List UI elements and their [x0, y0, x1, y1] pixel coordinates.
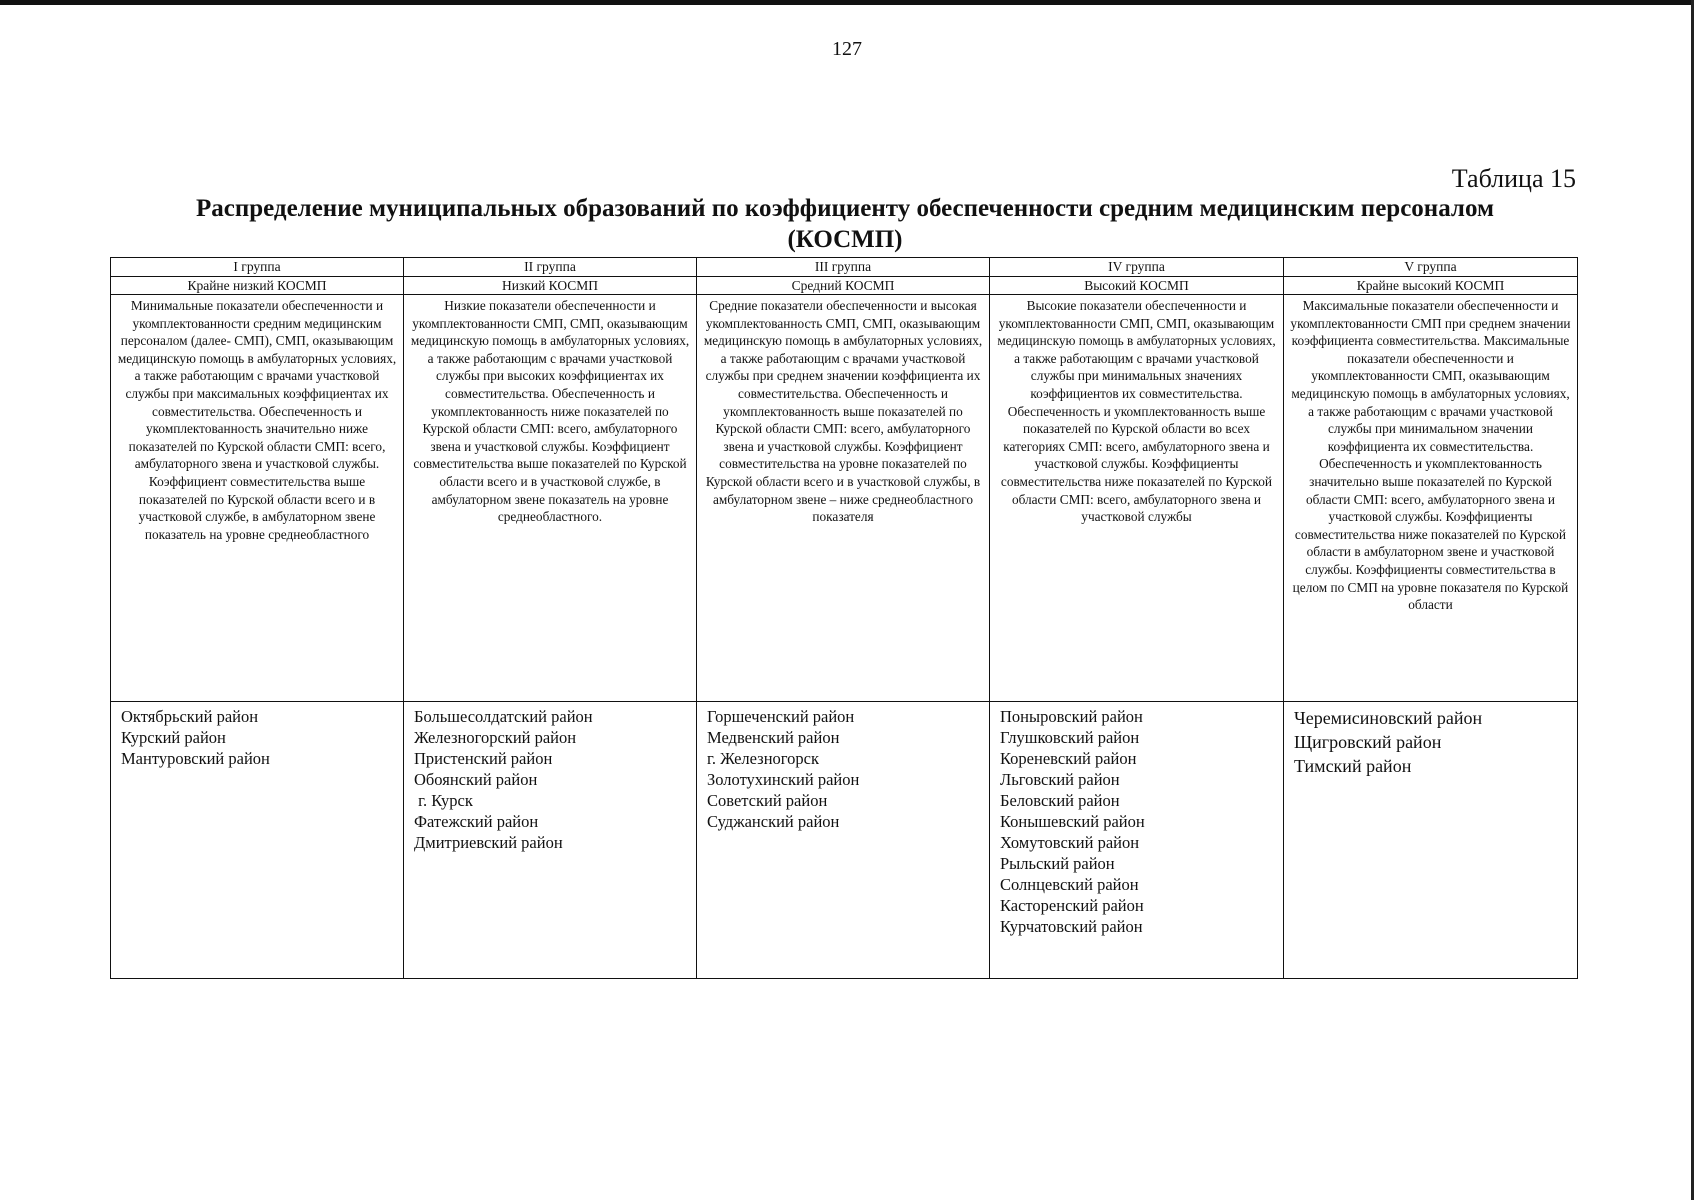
group-2-description: Низкие показатели обеспеченности и укомплектованности СМП, СМП, оказывающим медицинскую помощь в амбулаторных условиях, а также работающим с врачами участковой службы при высоких коэффициентах их совместительства. Обеспеченность и укомплектованность ниже показателей по Курской области СМП: всего, амбулаторного звена и участковой службы. Коэффициент совместительства выше показателей по Курской области всего и в участковой службе, в амбулаторном звене показатель на уровне среднеобластного. — [404, 295, 697, 702]
group-1-level: Крайне низкий КОСМП — [111, 277, 404, 295]
group-2-name: II группа — [404, 258, 697, 277]
group-4-districts — [990, 702, 1284, 979]
page-number: 127 — [832, 38, 862, 60]
district-item: Щигровский район — [1294, 732, 1442, 752]
district-item: Глушковский район — [1000, 728, 1140, 747]
district-item: Большесолдатский район — [414, 707, 593, 726]
district-item: Мантуровский район — [121, 749, 270, 768]
group-1-description: Минимальные показатели обеспеченности и укомплектованности средним медицинским персоналом (далее- СМП), СМП, оказывающим медицинскую помощь в амбулаторных условиях, а также работающим с врачами участковой службы при максимальных коэффициентах их совместительства. Обеспеченность и укомплектованность значительно ниже показателей по Курской области СМП: всего, амбулаторного звена и участковой службы. Коэффициент совместительства выше показателей по Курской области всего и в участковой службе, в амбулаторном звене показатель на уровне среднеобластного — [111, 295, 404, 702]
group-5-districts — [1284, 702, 1578, 979]
level-row — [111, 277, 1578, 295]
district-item: Обоянский район — [414, 770, 538, 789]
district-item: Хомутовский район — [1000, 833, 1140, 852]
group-2-districts — [404, 702, 697, 979]
district-item: Фатежский район — [414, 812, 539, 831]
group-3-districts — [697, 702, 990, 979]
document-title: Распределение муниципальных образований по коэффициенту обеспеченности средним медицинским персоналом (КОСМП) — [195, 195, 1495, 253]
group-4-name: IV группа — [990, 258, 1284, 277]
group-3-name: III группа — [697, 258, 990, 277]
district-item: Черемисиновский район — [1294, 708, 1483, 728]
district-item: Курский район — [121, 728, 226, 747]
district-item: Конышевский район — [1000, 812, 1145, 831]
district-item: Поныровский район — [1000, 707, 1143, 726]
group-1-districts — [111, 702, 404, 979]
group-5-description: Максимальные показатели обеспеченности и укомплектованности СМП при среднем значении коэффициента совместительства. Максимальные показатели обеспеченности и укомплектованности СМП, оказывающим медицинскую помощь в амбулаторных условиях, а также работающим с врачами участковой службы при минимальном значении коэффициента их совместительства. Обеспеченность и укомплектованность значительно выше показателей по Курской области СМП: всего, амбулаторного звена и участковой службы. Коэффициенты совместительства ниже показателей по Курской области в амбулаторном звене и участковой службы. Коэффициенты совместительства в целом по СМП на уровне показателя по Курской области — [1284, 295, 1578, 702]
district-item: Тимский район — [1294, 756, 1412, 776]
district-item: Пристенский район — [414, 749, 553, 768]
table-label: Таблица 15 — [1451, 164, 1576, 193]
district-item: г. Курск — [414, 791, 473, 810]
group-4-level: Высокий КОСМП — [990, 277, 1284, 295]
district-item: Солнцевский район — [1000, 875, 1139, 894]
description-row — [111, 295, 1578, 702]
district-item: Касторенский район — [1000, 896, 1144, 915]
district-item: Беловский район — [1000, 791, 1120, 810]
district-item: Льговский район — [1000, 770, 1120, 789]
district-item: Кореневский район — [1000, 749, 1137, 768]
district-item: Дмитриевский район — [414, 833, 563, 852]
district-item: Горшеченский район — [707, 707, 855, 726]
district-item: г. Железногорск — [707, 749, 819, 768]
district-item: Железногорский район — [414, 728, 577, 747]
district-item: Рыльский район — [1000, 854, 1115, 873]
group-1-name: I группа — [111, 258, 404, 277]
group-2-level: Низкий КОСМП — [404, 277, 697, 295]
top-border-line — [0, 0, 1694, 5]
group-3-description: Средние показатели обеспеченности и высокая укомплектованность СМП, СМП, оказывающим медицинскую помощь в амбулаторных условиях, а также работающим с врачами участковой службы при среднем значении коэффициента их совместительства. Обеспеченность и укомплектованность выше показателей по Курской области СМП: всего, амбулаторного звена и участковой службы. Коэффициент совместительства на уровне показателей по Курской области всего и в участковой службы, в амбулаторном звене – ниже среднеобластного показателя — [697, 295, 990, 702]
group-name-row — [111, 258, 1578, 277]
group-5-name: V группа — [1284, 258, 1578, 277]
district-item: Золотухинский район — [707, 770, 860, 789]
district-item: Курчатовский район — [1000, 917, 1143, 936]
district-item: Суджанский район — [707, 812, 840, 831]
distribution-table — [110, 257, 1578, 979]
district-item: Медвенский район — [707, 728, 840, 747]
group-5-level: Крайне высокий КОСМП — [1284, 277, 1578, 295]
districts-row — [111, 702, 1578, 979]
district-item: Советский район — [707, 791, 828, 810]
district-item: Октябрьский район — [121, 707, 259, 726]
group-4-description: Высокие показатели обеспеченности и укомплектованности СМП, СМП, оказывающим медицинскую помощь в амбулаторных условиях, а также работающим с врачами участковой службы при минимальных значениях коэффициентов их совместительства. Обеспеченность и укомплектованность выше показателей по Курской области во всех категориях СМП: всего, амбулаторного звена и участковой службы. Коэффициенты совместительства ниже показателей по Курской области СМП: всего, амбулаторного звена и участковой службы — [990, 295, 1284, 702]
group-3-level: Средний КОСМП — [697, 277, 990, 295]
